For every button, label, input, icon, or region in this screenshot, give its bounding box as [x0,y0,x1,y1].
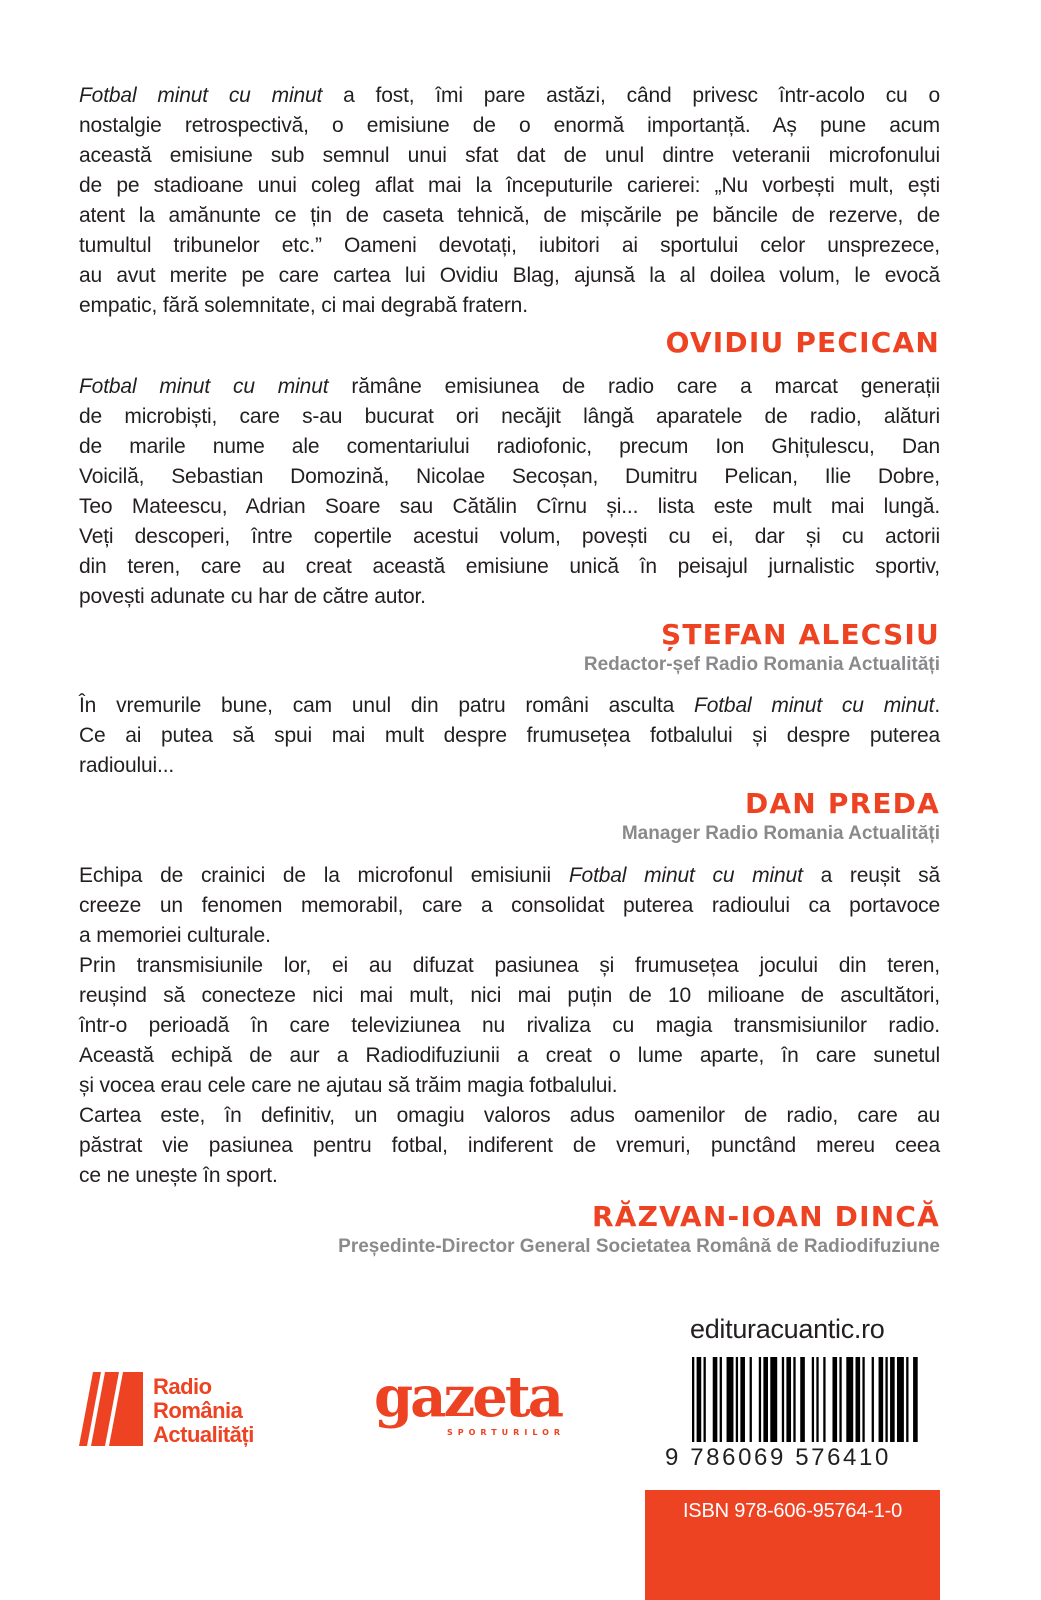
text-segment: a memoriei culturale. [79,924,271,947]
barcode-bar [759,1357,761,1442]
author-name: OVIDIU PECICAN [665,326,940,359]
text-line [79,1101,940,1131]
blurb-signature [338,1201,940,1259]
text-line [79,751,940,781]
publisher-website: edituracuantic.ro [690,1314,885,1344]
barcode-bar [832,1357,837,1442]
author-role: Redactor-șef Radio Romania Actualități [583,654,940,675]
barcode-bar [913,1357,918,1442]
barcode-bar [812,1357,814,1442]
barcode-bar [727,1357,734,1442]
text-line [79,951,940,981]
text-segment: atent la amănunte ce țin de caseta tehnică, de mișcările pe băncile de rezerve, de [79,204,940,227]
text-line [79,552,940,582]
isbn-box [645,1490,940,1600]
author-role: Manager Radio Romania Actualități [621,823,940,844]
barcode-bar [816,1357,818,1442]
text-segment: Voicilă, Sebastian Domozină, Nicolae Secoșan, Dumitru Pelican, Ilie Dobre, [79,465,940,488]
author-role: Președinte-Director General Societatea Română de Radiodifuziune [338,1236,940,1257]
barcode-icon [690,1357,922,1442]
barcode-bar [782,1357,784,1442]
text-line [79,1041,940,1071]
book-title-italic: Fotbal minut cu minut [79,375,329,398]
text-line [79,1131,940,1161]
blurb-paragraph [79,861,940,1191]
barcode-bar [750,1357,752,1442]
text-segment: creeze un fenomen memorabil, care a consolidat puterea radioului ca portavoce [79,894,940,917]
blurb-signature [622,788,940,846]
book-title-italic: Fotbal minut cu minut [79,84,323,107]
text-line [79,171,940,201]
text-line [79,231,940,261]
barcode-bar [793,1357,795,1442]
logo-line: Actualități [153,1422,254,1447]
text-segment: de marile nume ale comentariului radiofonic, precum Ion Ghițulescu, Dan [79,435,940,458]
text-segment: tumultul tribunelor etc.” Oameni devotați, iubitori ai sportului celor unsprezece, [79,234,940,257]
text-segment: Ce ai putea să spui mai mult despre frumusețea fotbalului și despre puterea [79,724,940,747]
text-segment: a fost, îmi pare astăzi, când privesc într-acolo cu o [322,84,941,107]
barcode-digits [665,1444,891,1472]
gazeta-logo-subtitle: SPORTURILOR [447,1428,566,1437]
barcode-bar [856,1357,861,1442]
barcode-bar [890,1357,895,1442]
barcode-bar [872,1357,874,1442]
text-line [79,432,940,462]
author-name: ȘTEFAN ALECSIU [661,618,940,651]
text-segment: și vocea erau cele care ne ajutau să trăim magia fotbalului. [79,1074,618,1097]
barcode-bar [786,1357,791,1442]
text-line [79,891,940,921]
blurb-signature [584,619,940,677]
text-line [79,721,940,751]
text-line [79,1161,940,1191]
text-segment: Prin transmisiunile lor, ei au difuzat pasiunea și frumusețea jocului din teren, [79,954,940,977]
blurb-paragraph [79,691,940,781]
text-line [79,861,940,891]
text-line [79,111,940,141]
text-line [79,1071,940,1101]
barcode-digit-group: 786069 [690,1444,786,1471]
barcode-digit-group: 576410 [795,1444,891,1471]
barcode-bar [885,1357,887,1442]
text-line [79,372,940,402]
barcode-bar [770,1357,777,1442]
isbn-number: ISBN 978-606-95764-1-0 [682,1500,903,1522]
text-segment: de pe stadioane unui coleg aflat mai la începuturile carierei: „Nu vorbești mult, ești [79,174,940,197]
text-segment: nostalgie retrospectivă, o emisiune de o enormă importanță. Aș pune acum [79,114,940,137]
text-segment: Teo Mateescu, Adrian Soare sau Cătălin Cîrnu și... lista este mult mai lungă. [79,495,940,518]
barcode-bar [692,1357,694,1442]
radio-romania-logo-text [153,1375,254,1447]
text-segment: din teren, care au creat această emisiune unică în peisajul jurnalistic sportiv, [79,555,940,578]
text-segment: povești adunate cu har de către autor. [79,585,426,608]
barcode-bar [800,1357,805,1442]
text-segment: păstrat vie pasiunea pentru fotbal, indiferent de vremuri, punctând mereu ceea [79,1134,940,1157]
logo-line: România [153,1398,243,1423]
logo-line: Radio [153,1374,212,1399]
text-line [79,261,940,291]
barcode-bar [906,1357,908,1442]
barcode-bar [704,1357,706,1442]
text-line [79,462,940,492]
barcode-bar [736,1357,738,1442]
text-segment: radioului... [79,754,175,777]
text-segment: a reușit să [802,864,941,887]
gazeta-logo-word: gazeta [374,1364,562,1430]
text-line [79,522,940,552]
barcode-bar [720,1357,722,1442]
text-segment: Cartea este, în definitiv, un omagiu valoros adus oamenilor de radio, care au [79,1104,940,1127]
author-name: RĂZVAN-IOAN DINCĂ [591,1200,940,1233]
text-segment: Această echipă de aur a Radiodifuziunii a creat o lume aparte, în care sunetul [79,1044,940,1067]
barcode-bar [897,1357,904,1442]
author-name: DAN PREDA [744,787,940,820]
gazeta-sporturilor-logo [374,1364,579,1444]
text-segment: într-o perioadă în care televiziunea nu rivaliza cu magia transmisiunilor radio. [79,1014,940,1037]
barcode-bar [763,1357,768,1442]
text-segment: reușind să conecteze nici mai mult, nici mai puțin de 10 milioane de ascultători, [79,984,940,1007]
barcode-bar [862,1357,864,1442]
book-title-italic: Fotbal minut cu minut [694,694,935,717]
barcode-bar [740,1357,745,1442]
text-segment: Veți descoperi, între copertile acestui volum, povești cu ei, dar și cu actorii [79,525,940,548]
blurb-signature [666,327,940,359]
text-segment: această emisiune sub semnul unui sfat dat de unul dintre veteranii microfonului [79,144,940,167]
text-line [79,981,940,1011]
text-line [79,1011,940,1041]
blurb-paragraph [79,81,940,321]
barcode-digit-group: 9 [665,1444,681,1471]
text-line [79,291,940,321]
blurb-paragraph [79,372,940,612]
text-segment: empatic, fără solemnitate, ci mai degrabă fratern. [79,294,528,317]
barcode-bar [823,1357,825,1442]
text-line [79,81,940,111]
text-line [79,691,940,721]
text-segment: În vremurile bune, cam unul din patru români asculta [79,694,695,717]
text-line [79,582,940,612]
text-segment: au avut merite pe care cartea lui Ovidiu Blag, ajunsă la al doilea volum, le evocă [79,264,940,287]
text-line [79,492,940,522]
text-segment: rămâne emisiunea de radio care a marcat generații [328,375,940,398]
text-line [79,921,940,951]
text-segment: Echipa de crainici de la microfonul emisiunii [79,864,569,887]
barcode-bar [713,1357,718,1442]
text-segment: ce ne unește în sport. [79,1164,278,1187]
text-line [79,402,940,432]
book-title-italic: Fotbal minut cu minut [568,864,803,887]
barcode-bar [697,1357,702,1442]
text-line [79,201,940,231]
text-segment: . [934,694,941,717]
text-line [79,141,940,171]
barcode-bar [879,1357,884,1442]
barcode-bar [839,1357,841,1442]
barcode-bar [846,1357,853,1442]
text-segment: de microbiști, care s-au bucurat ori necăjit lângă aparatele de radio, alături [79,405,940,428]
